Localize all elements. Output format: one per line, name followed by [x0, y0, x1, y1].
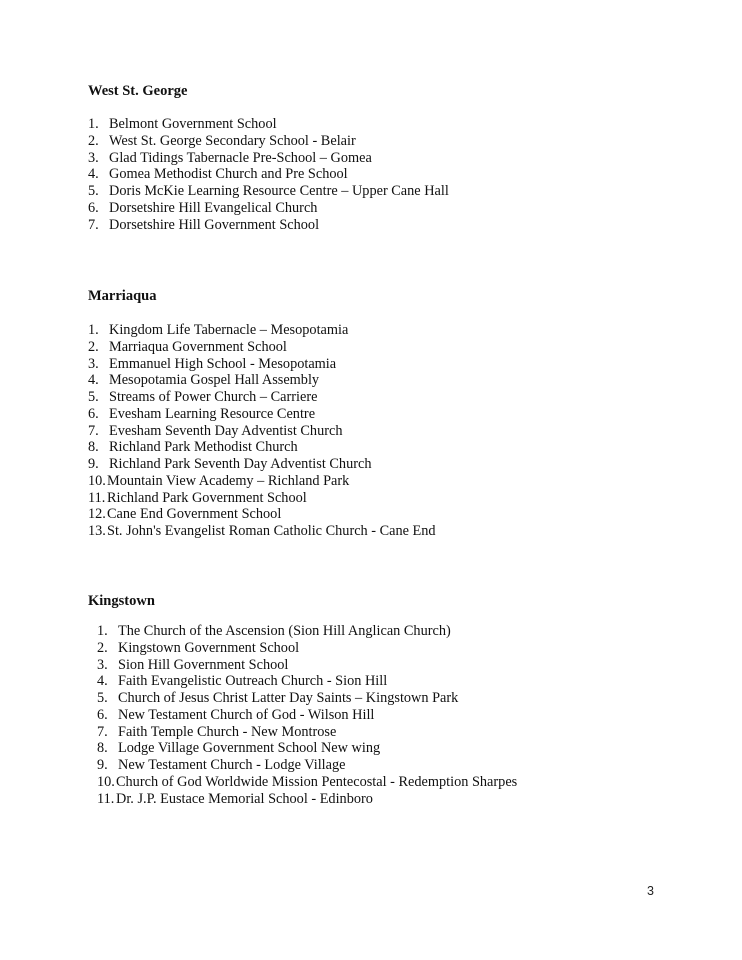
list-item-text: Gomea Methodist Church and Pre School — [109, 166, 348, 183]
list-item-number: 5. — [97, 690, 108, 706]
list-item-number: 3. — [88, 355, 99, 372]
list-item-number: 7. — [88, 216, 99, 233]
page-number: 3 — [647, 884, 654, 898]
list-item-number: 6. — [88, 405, 99, 422]
list-item-number: 3. — [88, 149, 99, 166]
list-item-text: Church of Jesus Christ Latter Day Saints – Kingstown Park — [118, 690, 459, 706]
list-item-number: 5. — [88, 183, 99, 199]
list-item-number: 1. — [88, 116, 99, 132]
list-item-text: Belmont Government School — [109, 116, 277, 132]
list-item-number: 6. — [97, 706, 108, 723]
list-item-text: Faith Evangelistic Outreach Church - Sion Hill — [118, 673, 388, 690]
list-item-text: Glad Tidings Tabernacle Pre-School – Gomea — [109, 149, 372, 166]
list-item-text: Dr. J.P. Eustace Memorial School - Edinboro — [116, 790, 373, 807]
list-item-number: 1. — [97, 623, 108, 639]
list-item-text: Emmanuel High School - Mesopotamia — [109, 355, 337, 372]
list-item-number: 10. — [97, 773, 115, 790]
list-item-text: Kingstown Government School — [118, 639, 300, 656]
list-item-number: 1. — [88, 322, 99, 338]
list-item-text: Mesopotamia Gospel Hall Assembly — [109, 372, 320, 389]
list-item-number: 13. — [88, 523, 106, 539]
list-item-number: 2. — [88, 132, 99, 149]
list-item-text: Doris McKie Learning Resource Centre – Upper Cane Hall — [109, 183, 449, 199]
list-item-number: 9. — [97, 757, 108, 773]
list-item-text: Church of God Worldwide Mission Pentecostal - Redemption Sharpes — [116, 773, 518, 790]
list-item-text: Richland Park Seventh Day Adventist Church — [109, 456, 372, 472]
section-heading: West St. George — [88, 83, 188, 99]
list-item-text: Sion Hill Government School — [118, 656, 289, 673]
list-item-text: St. John's Evangelist Roman Catholic Church - Cane End — [107, 523, 436, 539]
list-item-text: Marriaqua Government School — [109, 338, 287, 355]
list-item-number: 7. — [88, 422, 99, 439]
section-heading: Kingstown — [88, 593, 155, 609]
list-item-number: 10. — [88, 472, 106, 489]
list-item-text: Dorsetshire Hill Evangelical Church — [109, 199, 318, 216]
list-item-text: Evesham Learning Resource Centre — [109, 405, 316, 422]
list-item-number: 6. — [88, 199, 99, 216]
list-item-number: 8. — [97, 740, 108, 757]
list-item-number: 11. — [88, 489, 106, 506]
list-item-number: 11. — [97, 790, 115, 807]
list-item-text: Kingdom Life Tabernacle – Mesopotamia — [109, 322, 349, 338]
list-item-number: 4. — [88, 372, 99, 389]
list-item-text: The Church of the Ascension (Sion Hill Anglican Church) — [118, 623, 451, 639]
list-item-number: 2. — [88, 338, 99, 355]
list-item-number: 12. — [88, 506, 106, 523]
list-item-text: Richland Park Methodist Church — [109, 439, 298, 456]
list-item-number: 8. — [88, 439, 99, 456]
list-item-text: Faith Temple Church - New Montrose — [118, 723, 337, 740]
list-item-number: 2. — [97, 639, 108, 656]
list-item-text: West St. George Secondary School - Belair — [109, 132, 356, 149]
list-item-number: 4. — [88, 166, 99, 183]
list-item-text: Evesham Seventh Day Adventist Church — [109, 422, 343, 439]
list-item-text: Streams of Power Church – Carriere — [109, 389, 318, 405]
list-item-text: New Testament Church of God - Wilson Hill — [118, 706, 375, 723]
list-item-number: 9. — [88, 456, 99, 472]
list-item-number: 4. — [97, 673, 108, 690]
list-item-text: Richland Park Government School — [107, 489, 307, 506]
list-item-text: New Testament Church - Lodge Village — [118, 757, 346, 773]
list-item-number: 5. — [88, 389, 99, 405]
list-item-text: Cane End Government School — [107, 506, 282, 523]
list-item-number: 7. — [97, 723, 108, 740]
list-item-text: Mountain View Academy – Richland Park — [107, 472, 350, 489]
section-heading: Marriaqua — [88, 288, 157, 304]
list-item-number: 3. — [97, 656, 108, 673]
list-item-text: Lodge Village Government School New wing — [118, 740, 381, 757]
list-item-text: Dorsetshire Hill Government School — [109, 216, 320, 233]
